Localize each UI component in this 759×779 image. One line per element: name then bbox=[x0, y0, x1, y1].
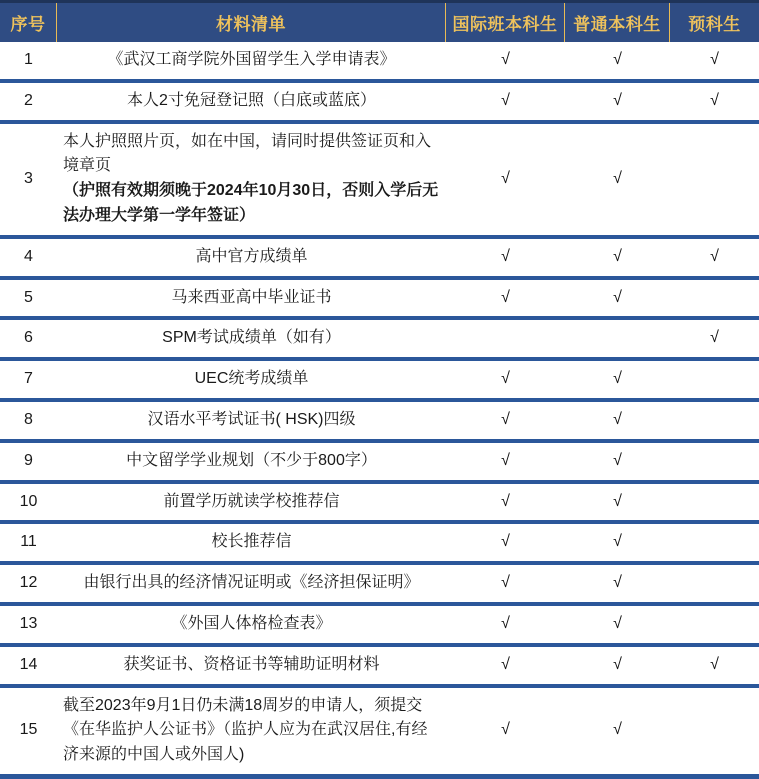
table-row bbox=[0, 280, 759, 321]
check-intl-class: √ bbox=[501, 51, 510, 68]
header-cell-number: 序号 bbox=[0, 3, 57, 42]
material-text: 前置学历就读学校推荐信 bbox=[163, 492, 340, 510]
material-description bbox=[57, 524, 446, 561]
material-text: 高中官方成绩单 bbox=[195, 247, 308, 265]
check-intl-class: √ bbox=[501, 169, 510, 187]
check-preparatory bbox=[670, 606, 759, 643]
check-preparatory bbox=[670, 402, 759, 439]
row-number: 14 bbox=[19, 655, 38, 673]
material-text: 汉语水平考试证书( HSK)四级 bbox=[147, 410, 356, 428]
check-intl-class: √ bbox=[501, 655, 510, 673]
check-preparatory: √ bbox=[710, 51, 719, 68]
table-row bbox=[0, 565, 759, 606]
table-row bbox=[0, 647, 759, 688]
row-number: 15 bbox=[19, 721, 38, 739]
table-body bbox=[0, 42, 759, 779]
header-cell-regular-ug: 普通本科生 bbox=[565, 3, 670, 42]
material-description bbox=[57, 83, 446, 120]
check-regular-ug: √ bbox=[613, 91, 622, 109]
material-text: 《武汉工商学院外国留学生入学申请表》 bbox=[107, 51, 396, 68]
material-description bbox=[57, 124, 446, 235]
check-preparatory: √ bbox=[710, 329, 719, 347]
check-intl-class: √ bbox=[501, 247, 510, 265]
table-row bbox=[0, 524, 759, 565]
check-preparatory bbox=[670, 280, 759, 317]
material-text: 中文留学学业规划（不少于800字） bbox=[126, 451, 377, 469]
check-regular-ug: √ bbox=[613, 721, 622, 739]
check-intl-class: √ bbox=[501, 614, 510, 632]
row-number: 4 bbox=[24, 247, 33, 265]
row-number: 1 bbox=[24, 51, 33, 68]
check-regular-ug: √ bbox=[613, 370, 622, 388]
check-intl-class bbox=[446, 320, 565, 357]
material-description bbox=[57, 402, 446, 439]
material-description bbox=[57, 361, 446, 398]
material-text: 本人2寸免冠登记照（白底或蓝底） bbox=[127, 91, 376, 109]
check-regular-ug: √ bbox=[613, 247, 622, 265]
row-number: 10 bbox=[19, 492, 38, 510]
check-preparatory bbox=[670, 688, 759, 774]
material-text: 《外国人体格检查表》 bbox=[171, 614, 332, 632]
row-number: 6 bbox=[24, 329, 33, 347]
row-number: 9 bbox=[24, 451, 33, 469]
check-preparatory bbox=[670, 443, 759, 480]
material-text: 马来西亚高中毕业证书 bbox=[171, 288, 332, 306]
check-preparatory: √ bbox=[710, 655, 719, 673]
check-preparatory bbox=[670, 124, 759, 235]
table-row bbox=[0, 42, 759, 83]
check-regular-ug: √ bbox=[613, 169, 622, 187]
material-text: 截至2023年9月1日仍未满18周岁的申请人，须提交《在华监护人公证书》（监护人应为在武汉居住,有经济来源的中国人或外国人) bbox=[63, 696, 428, 764]
check-preparatory bbox=[670, 524, 759, 561]
check-regular-ug: √ bbox=[613, 655, 622, 673]
row-number: 3 bbox=[24, 169, 33, 187]
check-regular-ug: √ bbox=[613, 451, 622, 469]
check-regular-ug bbox=[565, 320, 670, 357]
table-row bbox=[0, 361, 759, 402]
check-regular-ug: √ bbox=[613, 410, 622, 428]
row-number: 5 bbox=[24, 288, 33, 306]
material-bold-note: （护照有效期须晚于2024年10月30日，否则入学后无法办理大学第一学年签证） bbox=[63, 182, 439, 224]
check-regular-ug: √ bbox=[613, 492, 622, 510]
check-regular-ug: √ bbox=[613, 533, 622, 551]
material-description bbox=[57, 280, 446, 317]
check-preparatory: √ bbox=[710, 91, 719, 109]
table-row bbox=[0, 239, 759, 280]
material-description bbox=[57, 647, 446, 684]
check-preparatory: √ bbox=[710, 247, 719, 265]
table-header-row bbox=[0, 3, 759, 42]
check-preparatory bbox=[670, 361, 759, 398]
header-cell-preparatory: 预科生 bbox=[688, 15, 741, 34]
material-description bbox=[57, 484, 446, 521]
table-row bbox=[0, 320, 759, 361]
header-cell-materials: 材料清单 bbox=[57, 3, 446, 42]
material-text: 校长推荐信 bbox=[211, 533, 292, 551]
table-row bbox=[0, 688, 759, 779]
check-regular-ug: √ bbox=[613, 51, 622, 68]
table-row bbox=[0, 83, 759, 124]
row-number: 7 bbox=[24, 370, 33, 388]
table-row bbox=[0, 124, 759, 239]
row-number: 11 bbox=[20, 533, 37, 551]
material-text: 本人护照照片页，如在中国，请同时提供签证页和入境章页 bbox=[63, 132, 432, 175]
check-intl-class: √ bbox=[501, 451, 510, 469]
check-regular-ug: √ bbox=[613, 288, 622, 306]
material-text: 由银行出具的经济情况证明或《经济担保证明》 bbox=[83, 574, 420, 592]
table-row bbox=[0, 484, 759, 525]
check-preparatory bbox=[670, 565, 759, 602]
row-number: 12 bbox=[19, 574, 38, 592]
material-description bbox=[57, 320, 446, 357]
check-preparatory bbox=[670, 484, 759, 521]
table-row bbox=[0, 606, 759, 647]
row-number: 8 bbox=[24, 410, 33, 428]
check-regular-ug: √ bbox=[613, 574, 622, 592]
material-description bbox=[57, 565, 446, 602]
check-intl-class: √ bbox=[501, 492, 510, 510]
check-intl-class: √ bbox=[501, 533, 510, 551]
table-row bbox=[0, 443, 759, 484]
header-cell-intl-class: 国际班本科生 bbox=[446, 3, 565, 42]
material-text: SPM考试成绩单（如有） bbox=[162, 329, 341, 347]
check-intl-class: √ bbox=[501, 91, 510, 109]
material-description bbox=[57, 606, 446, 643]
material-description bbox=[57, 443, 446, 480]
material-description bbox=[57, 42, 446, 79]
check-intl-class: √ bbox=[501, 288, 510, 306]
material-description bbox=[57, 688, 446, 774]
row-number: 13 bbox=[19, 614, 38, 632]
check-regular-ug: √ bbox=[613, 614, 622, 632]
check-intl-class: √ bbox=[501, 410, 510, 428]
check-intl-class: √ bbox=[501, 721, 510, 739]
table-row bbox=[0, 402, 759, 443]
material-text: UEC统考成绩单 bbox=[194, 370, 309, 388]
row-number: 2 bbox=[24, 91, 33, 109]
check-intl-class: √ bbox=[501, 370, 510, 388]
material-description bbox=[57, 239, 446, 276]
material-text: 获奖证书、资格证书等辅助证明材料 bbox=[123, 655, 380, 673]
check-intl-class: √ bbox=[501, 574, 510, 592]
